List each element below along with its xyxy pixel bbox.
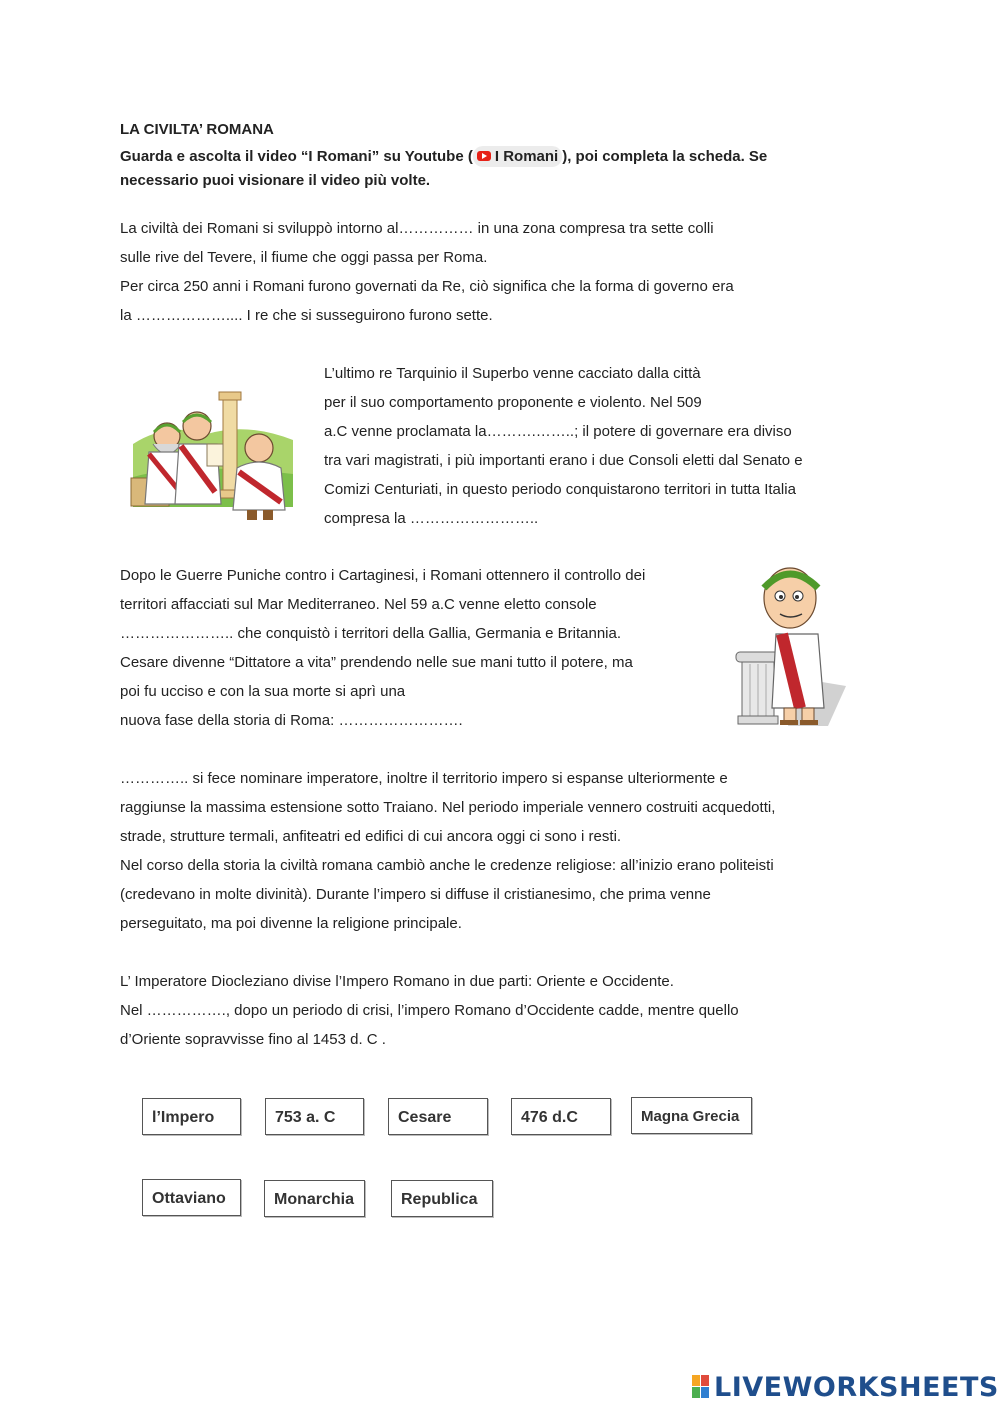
instructions-line-2: necessario puoi visionare il video più volte. — [120, 172, 431, 189]
worksheet-title: LA CIVILTA’ ROMANA — [120, 121, 274, 138]
text-line: Comizi Centuriati, in questo periodo conquistarono territori in tutta Italia — [324, 481, 796, 498]
roman-senators-illustration — [127, 382, 297, 524]
paragraph-republic — [324, 359, 803, 533]
instructions — [120, 145, 880, 193]
text-line: d’Oriente sopravvisse fino al 1453 d. C . — [120, 1031, 386, 1048]
paragraph-origins — [120, 214, 734, 330]
text-line: perseguitato, ma poi divenne la religione principale. — [120, 915, 462, 932]
text-line: poi fu ucciso e con la sua morte si aprì una — [120, 683, 406, 700]
paragraph-caesar — [120, 561, 645, 735]
text-line: ………………….. che conquistò i territori della Gallia, Germania e Britannia. — [120, 625, 622, 642]
text-line: per il suo comportamento proponente e violento. Nel 509 — [324, 394, 702, 411]
julius-caesar-illustration — [728, 558, 854, 730]
liveworksheets-logo-text: LIVEWORKSHEETS — [714, 1371, 999, 1403]
text-line: compresa la …………………….. — [324, 510, 539, 527]
text-line: Nel corso della storia la civiltà romana cambiò anche le credenze religiose: all’inizio erano politeisti — [120, 857, 774, 874]
text-line: a.C venne proclamata la……….……..; il potere di governare era diviso — [324, 423, 792, 440]
instructions-text-after-chip: ), poi completa la scheda. Se — [562, 148, 768, 165]
paragraph-fall — [120, 967, 739, 1054]
text-line: territori affacciati sul Mar Mediterraneo. Nel 59 a.C venne eletto console — [120, 596, 597, 613]
text-line: La civiltà dei Romani si sviluppò intorno al…………… in una zona compresa tra sette colli — [120, 220, 714, 237]
text-line: (credevano in molte divinità). Durante l’impero si diffuse il cristianesimo, che prima venne — [120, 886, 711, 903]
text-line: la ……………….... I re che si susseguirono furono sette. — [120, 307, 493, 324]
text-line: ………….. si fece nominare imperatore, inoltre il territorio impero si espanse ulteriormente e — [120, 770, 728, 787]
youtube-video-chip[interactable] — [473, 146, 562, 167]
youtube-video-chip-label: I Romani — [494, 148, 559, 165]
instructions-line-1 — [120, 145, 880, 169]
word-bank-item[interactable]: Republica — [391, 1180, 493, 1217]
word-bank-item[interactable]: Magna Grecia — [631, 1097, 752, 1134]
word-bank-item[interactable]: 753 a. C — [265, 1098, 364, 1135]
word-bank-item[interactable]: Ottaviano — [142, 1179, 241, 1216]
instructions-text-before-chip: Guarda e ascolta il video “I Romani” su Youtube ( — [120, 148, 473, 165]
text-line: nuova fase della storia di Roma: ……………………. — [120, 712, 463, 729]
text-line: Per circa 250 anni i Romani furono governati da Re, ciò significa che la forma di governo era — [120, 278, 734, 295]
text-line: strade, strutture termali, anfiteatri ed edifici di cui ancora oggi ci sono i resti. — [120, 828, 622, 845]
liveworksheets-logo-icon — [692, 1375, 710, 1399]
liveworksheets-logo — [692, 1372, 999, 1402]
youtube-icon — [477, 151, 491, 161]
word-bank-item[interactable]: l’Impero — [142, 1098, 241, 1135]
text-line: Dopo le Guerre Puniche contro i Cartaginesi, i Romani ottennero il controllo dei — [120, 567, 646, 584]
text-line: L’ Imperatore Diocleziano divise l’Impero Romano in due parti: Oriente e Occidente. — [120, 973, 674, 990]
word-bank-item[interactable]: Monarchia — [264, 1180, 365, 1217]
word-bank-item[interactable]: Cesare — [388, 1098, 488, 1135]
text-line: L’ultimo re Tarquinio il Superbo venne cacciato dalla città — [324, 365, 701, 382]
text-line: tra vari magistrati, i più importanti erano i due Consoli eletti dal Senato e — [324, 452, 803, 469]
paragraph-empire — [120, 764, 775, 938]
text-line: sulle rive del Tevere, il fiume che oggi passa per Roma. — [120, 249, 488, 266]
text-line: raggiunse la massima estensione sotto Traiano. Nel periodo imperiale vennero costruiti acquedotti, — [120, 799, 776, 816]
word-bank-item[interactable]: 476 d.C — [511, 1098, 611, 1135]
text-line: Nel ……………., dopo un periodo di crisi, l’impero Romano d’Occidente cadde, mentre quello — [120, 1002, 739, 1019]
text-line: Cesare divenne “Dittatore a vita” prendendo nelle sue mani tutto il potere, ma — [120, 654, 633, 671]
